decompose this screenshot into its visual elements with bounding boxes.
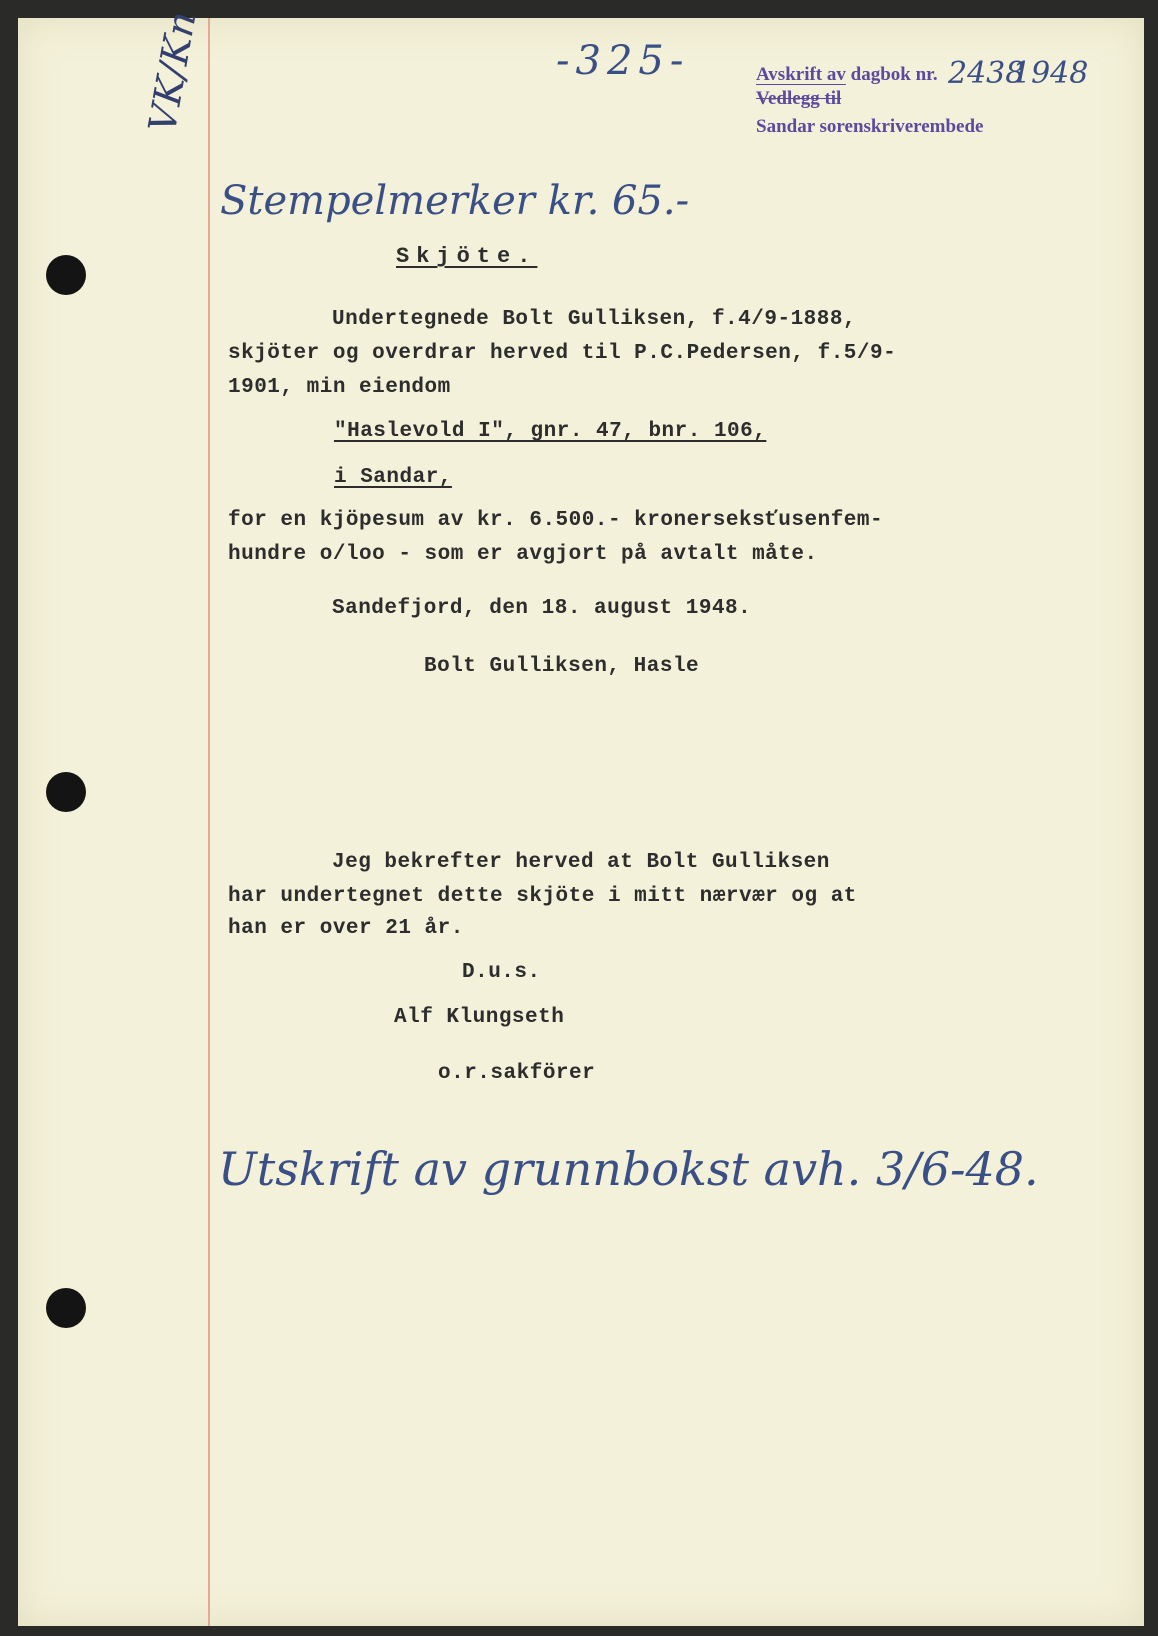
punch-hole [46, 772, 86, 812]
body-line: skjöter og overdrar herved til P.C.Pedersen, f.5/9- [228, 342, 897, 365]
witness-line: har undertegnet dette skjöte i mitt nærvær og at [228, 885, 857, 908]
stamp-avskrift: Avskrift av [756, 64, 846, 85]
witness-title: o.r.sakförer [438, 1062, 596, 1085]
punch-hole [46, 1288, 86, 1328]
document-title: Skjöte. [396, 244, 538, 269]
body-line: 1901, min eiendom [228, 376, 451, 399]
document-page [18, 18, 1144, 1626]
footer-handwritten-note: Utskrift av grunnbokst avh. 3/6-48. [218, 1142, 1039, 1196]
stamp-dagbok-nr: 2438 [948, 56, 1025, 91]
stamp-vedlegg: Vedlegg til [756, 88, 842, 109]
stamp-office: Sandar sorenskriverembede [756, 116, 984, 137]
margin-rule [208, 18, 210, 1626]
margin-initials: VK/Kn [140, 8, 205, 136]
signature-seller: Bolt Gulliksen, Hasle [424, 655, 700, 678]
dus-abbrev: D.u.s. [462, 961, 541, 984]
witness-line: Jeg bekrefter herved at Bolt Gulliksen [332, 851, 830, 874]
stamp-dagbok-label: dagbok nr. [850, 64, 938, 85]
body-line: Undertegnede Bolt Gulliksen, f.4/9-1888, [332, 308, 857, 331]
property-name: "Haslevold I", gnr. 47, bnr. 106, [334, 420, 767, 443]
stamp-year: 1948 [1012, 56, 1089, 91]
page-number: -325- [556, 38, 690, 84]
stamp-line1 [756, 64, 938, 86]
stamp-duty-note: Stempelmerker kr. 65.- [220, 178, 690, 224]
body-line: hundre o/loo - som er avgjort på avtalt måte. [228, 543, 818, 566]
witness-line: han er over 21 år. [228, 917, 464, 940]
punch-hole [46, 255, 86, 295]
place-date: Sandefjord, den 18. august 1948. [332, 597, 752, 620]
property-location: i Sandar, [334, 466, 452, 489]
signature-witness: Alf Klungseth [394, 1006, 565, 1029]
body-line: for en kjöpesum av kr. 6.500.- kronerseksťusenfem- [228, 509, 884, 532]
